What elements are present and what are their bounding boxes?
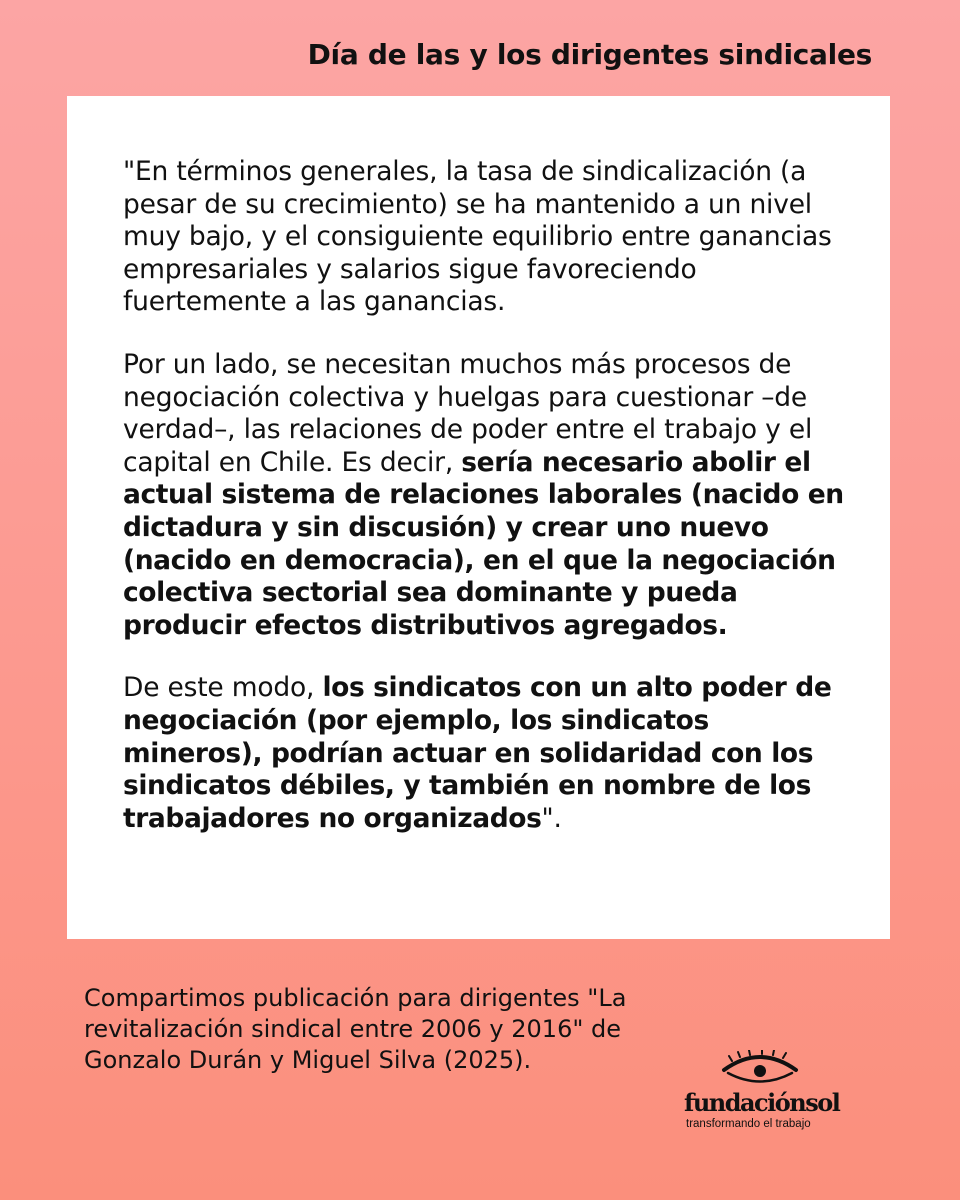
publication-caption: Compartimos publicación para dirigentes "La revitalización sindical entre 2006 y 2016" de Gonzalo Durán y Miguel Silva (2025).: [84, 984, 627, 1074]
fundacion-sol-logo: [680, 1050, 880, 1140]
quote-paragraph-2-text: Por un lado, se necesitan muchos más procesos de negociación colectiva y huelgas para cuestionar –de verdad–, las relaciones de poder entre el trabajo y el capital en Chile. Es decir,: [123, 348, 813, 478]
quote-paragraph-1-text: "En términos generales, la tasa de sindicalización (a pesar de su crecimiento) se ha mantenido a un nivel muy bajo, y el consiguiente equilibrio entre ganancias empresariales y salarios sigue favoreciendo fuertemente a las ganancias.: [123, 156, 832, 318]
quote-paragraph-3-text: De este modo,: [123, 672, 323, 704]
logo-wordmark: fundaciónsol: [684, 1088, 840, 1117]
page-title: Día de las y los dirigentes sindicales: [307, 38, 872, 71]
logo-tagline: transformando el trabajo: [686, 1118, 811, 1130]
quote-closing-mark: ".: [541, 802, 562, 834]
quote-card: [67, 96, 890, 939]
quote-paragraph-2-emphasis: sería necesario abolir el actual sistema de relaciones laborales (nacido en dictadura y sin discusión) y crear uno nuevo (nacido en democracia), en el que la negociación colectiva sectorial sea dominante y pueda producir efectos distributivos agregados.: [123, 446, 844, 641]
quote-paragraph-2: [123, 349, 850, 642]
eye-logo-icon: [720, 1050, 800, 1090]
quote-paragraph-1: [123, 156, 850, 319]
quote-paragraph-3-emphasis: los sindicatos con un alto poder de negociación (por ejemplo, los sindicatos mineros), podrían actuar en solidaridad con los sindicatos débiles, y también en nombre de los trabajadores no organizados: [123, 672, 832, 834]
quote-paragraph-3: [123, 672, 850, 835]
